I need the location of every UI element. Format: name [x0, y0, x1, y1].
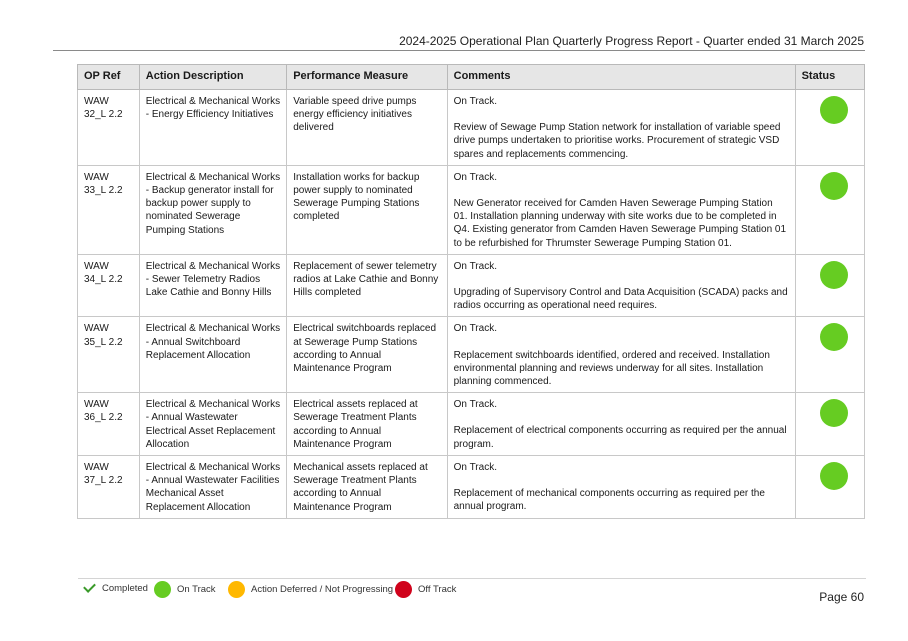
op-ref-cell: WAW 32_L 2.2	[78, 90, 140, 166]
status-cell	[795, 317, 864, 393]
table-row	[78, 165, 865, 254]
performance-measure-cell: Replacement of sewer telemetry radios at Lake Cathie and Bonny Hills completed	[287, 254, 447, 317]
status-dot-icon	[820, 462, 848, 490]
header-divider	[53, 50, 865, 51]
performance-measure-cell: Mechanical assets replaced at Sewerage Treatment Plants according to Annual Maintenance Program	[287, 456, 447, 519]
table-row	[78, 393, 865, 456]
table-row	[78, 254, 865, 317]
status-cell	[795, 254, 864, 317]
comments-cell	[447, 317, 795, 393]
check-icon	[83, 580, 96, 593]
column-header-status: Status	[795, 65, 864, 90]
op-ref-cell: WAW 37_L 2.2	[78, 456, 140, 519]
amber-dot-icon	[228, 581, 245, 598]
table-row	[78, 456, 865, 519]
comment-detail-text: Replacement of electrical components occurring as required per the annual program.	[453, 425, 787, 450]
report-title: 2024-2025 Operational Plan Quarterly Progress Report - Quarter ended 31 March 2025	[399, 34, 864, 48]
comment-detail-text: New Generator received for Camden Haven Sewerage Pumping Station 01. Installation planning underway with site works due to be completed in Q4. Existing generator from Camden Haven Sewerage Pumping Station 01 to be refurbished for Thrumster Sewerage Pumping Station 01.	[453, 198, 787, 249]
status-dot-icon	[820, 172, 848, 200]
legend-item-off-track	[395, 581, 456, 598]
comments-cell	[447, 90, 795, 166]
op-ref-cell: WAW 35_L 2.2	[78, 317, 140, 393]
comment-detail-text: Upgrading of Supervisory Control and Data Acquisition (SCADA) packs and radios occurring as operational need requires.	[453, 287, 788, 312]
action-description-cell: Electrical & Mechanical Works - Annual Switchboard Replacement Allocation	[139, 317, 286, 393]
legend-label-off-track: Off Track	[418, 584, 457, 595]
legend-item-on-track	[154, 581, 216, 598]
table-header-row	[78, 65, 865, 90]
comment-detail-text: Replacement switchboards identified, ordered and received. Installation environmental planning and reviews underway for all sites. Installation planning commenced.	[453, 349, 770, 388]
comments-cell	[447, 456, 795, 519]
status-cell	[795, 456, 864, 519]
legend-item-deferred	[228, 581, 393, 598]
table-body	[78, 90, 865, 519]
column-header-action-description: Action Description	[139, 65, 286, 90]
status-dot-icon	[820, 261, 848, 289]
comment-status-text: On Track.	[453, 96, 497, 107]
action-description-cell: Electrical & Mechanical Works - Annual Wastewater Facilities Mechanical Asset Replacement Allocation	[139, 456, 286, 519]
column-header-comments: Comments	[447, 65, 795, 90]
column-header-op-ref: OP Ref	[78, 65, 140, 90]
legend-item-completed	[82, 581, 148, 595]
status-cell	[795, 90, 864, 166]
status-dot-icon	[820, 96, 848, 124]
action-description-cell: Electrical & Mechanical Works - Backup generator install for backup power supply to nominated Sewerage Pumping Stations	[139, 165, 286, 254]
status-dot-icon	[820, 399, 848, 427]
column-header-performance-measure: Performance Measure	[287, 65, 447, 90]
op-ref-cell: WAW 33_L 2.2	[78, 165, 140, 254]
table-row	[78, 90, 865, 166]
comment-status-text: On Track.	[453, 462, 497, 474]
performance-measure-cell: Variable speed drive pumps energy efficiency initiatives delivered	[287, 90, 447, 166]
legend-label-deferred: Action Deferred / Not Progressing	[251, 584, 394, 595]
status-legend	[78, 578, 866, 601]
action-description-cell: Electrical & Mechanical Works - Energy Efficiency Initiatives	[139, 90, 286, 166]
status-cell	[795, 393, 864, 456]
green-dot-icon	[154, 581, 171, 598]
comments-cell	[447, 393, 795, 456]
comment-detail-text: Replacement of mechanical components occurring as required per the annual program.	[453, 488, 765, 513]
red-dot-icon	[395, 581, 412, 598]
comment-detail-text: Review of Sewage Pump Station network for installation of variable speed drive pumps undertaken to prioritise works. Procurement of strategic VSD spares and replacements commencing.	[453, 122, 781, 160]
comment-status-text: On Track.	[453, 171, 497, 183]
action-description-cell: Electrical & Mechanical Works - Sewer Telemetry Radios Lake Cathie and Bonny Hills	[139, 254, 286, 317]
op-ref-cell: WAW 34_L 2.2	[78, 254, 140, 317]
legend-label-completed: Completed	[102, 582, 148, 594]
status-cell	[795, 165, 864, 254]
op-ref-cell: WAW 36_L 2.2	[78, 393, 140, 456]
action-description-cell: Electrical & Mechanical Works - Annual Wastewater Electrical Asset Replacement Allocation	[139, 393, 286, 456]
page-number: Page 60	[819, 590, 864, 604]
performance-measure-cell: Electrical switchboards replaced at Sewerage Pump Stations according to Annual Maintenance Program	[287, 317, 447, 393]
comments-cell	[447, 165, 795, 254]
comment-status-text: On Track.	[453, 323, 497, 335]
progress-table	[77, 64, 865, 519]
performance-measure-cell: Installation works for backup power supply to nominated Sewerage Pumping Stations completed	[287, 165, 447, 254]
performance-measure-cell: Electrical assets replaced at Sewerage Treatment Plants according to Annual Maintenance Program	[287, 393, 447, 456]
comment-status-text: On Track.	[453, 260, 497, 272]
comment-status-text: On Track.	[453, 399, 497, 411]
table-row	[78, 317, 865, 393]
comments-cell	[447, 254, 795, 317]
status-dot-icon	[820, 323, 848, 351]
legend-label-on-track: On Track	[177, 584, 216, 595]
